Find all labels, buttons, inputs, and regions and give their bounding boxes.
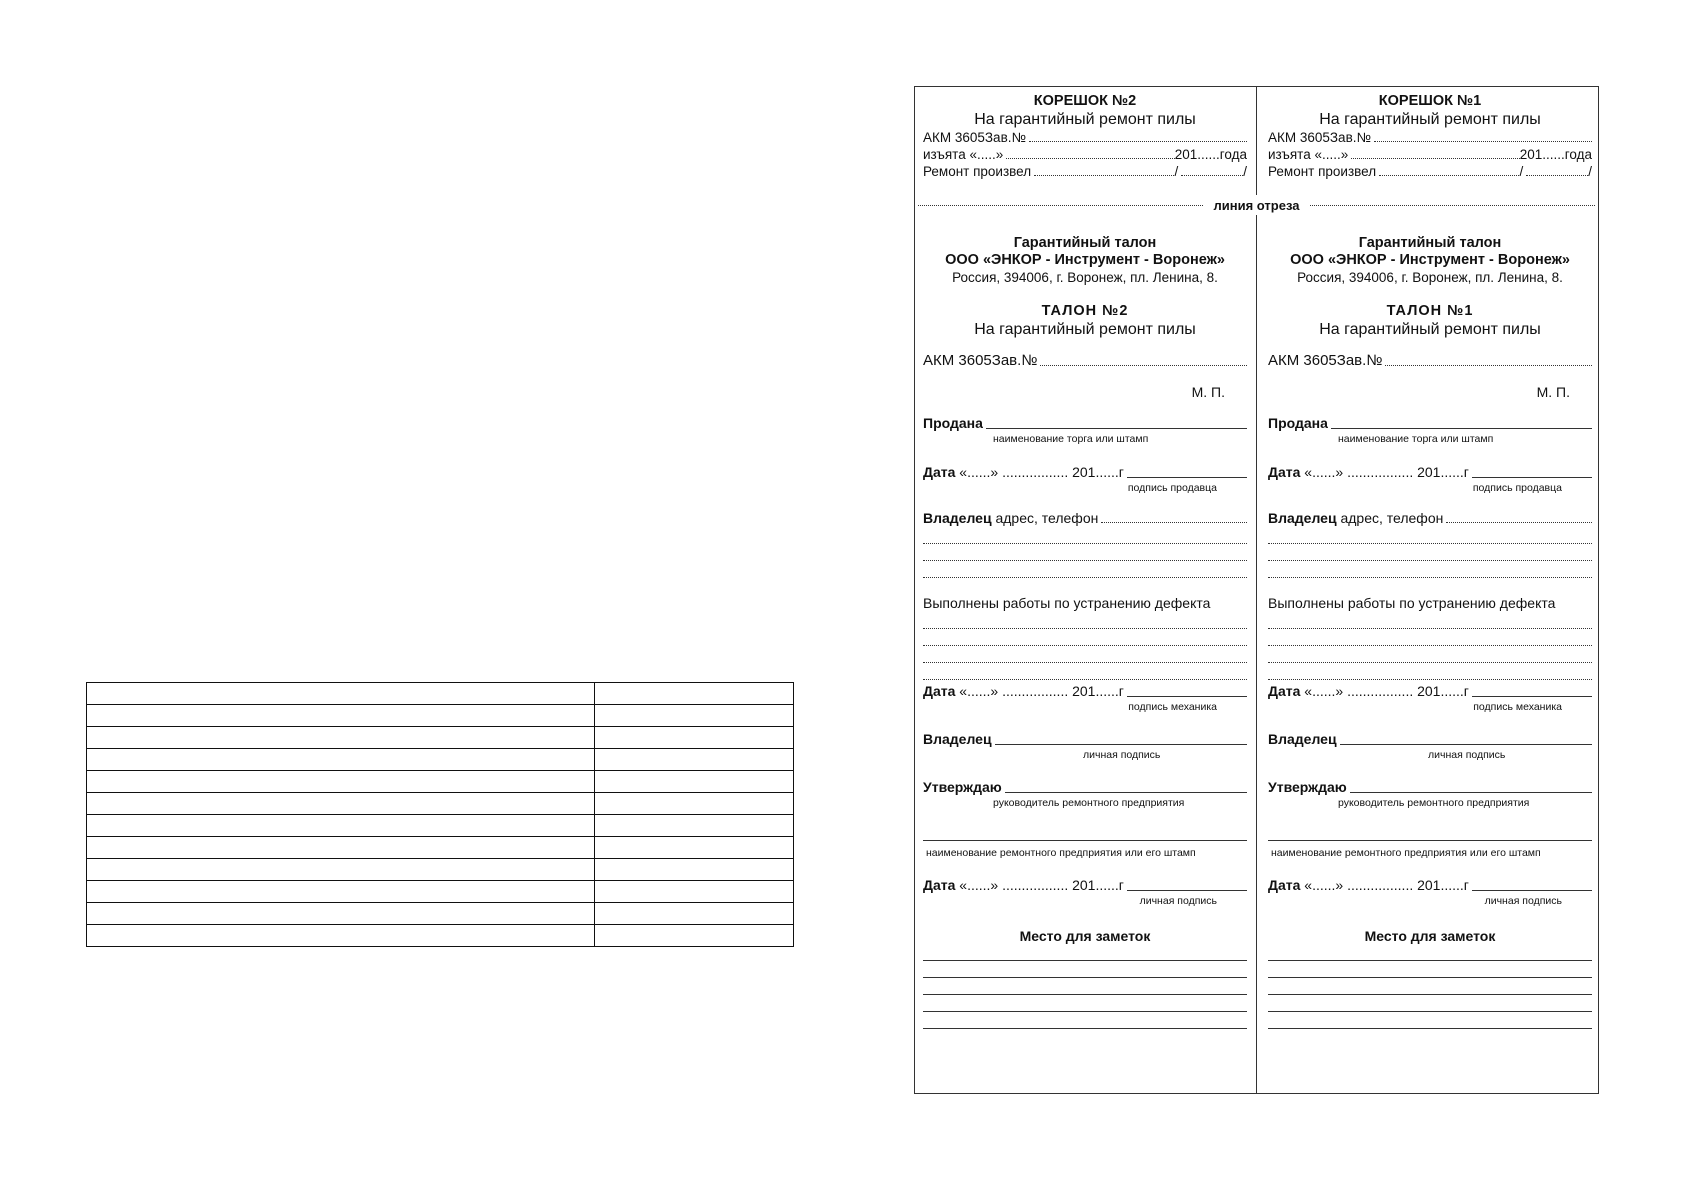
owner2-label: Владелец: [1268, 731, 1337, 747]
owner-label: Владелец: [923, 510, 992, 526]
personal-caption-2: личная подпись: [1484, 895, 1562, 907]
talon-title: ТАЛОН №2: [1041, 303, 1129, 319]
works-line[interactable]: [923, 629, 1247, 646]
notes-line[interactable]: [923, 978, 1247, 995]
notes-line[interactable]: [1268, 944, 1592, 961]
stamp-place: М. П.: [1536, 384, 1570, 400]
company-address: Россия, 394006, г. Воронеж, пл. Ленина, 8.: [952, 270, 1218, 285]
works-line[interactable]: [923, 663, 1247, 680]
table-cell: [87, 683, 595, 705]
date-label: Дата: [923, 683, 956, 699]
table-cell: [595, 903, 794, 925]
owner-label: Владелец: [1268, 510, 1337, 526]
talon-serial-row: [1268, 352, 1592, 370]
table-cell: [595, 683, 794, 705]
mechanic-sign-field[interactable]: [1127, 696, 1247, 697]
withdrawn-label: изъята «.....»: [923, 147, 1004, 162]
date-text: «......» ................. 201......г: [959, 683, 1124, 699]
column-divider-bottom: [1256, 215, 1257, 1093]
date-text: «......» ................. 201......г: [1304, 683, 1469, 699]
table-cell: [87, 859, 595, 881]
date-label: Дата: [923, 464, 956, 480]
enterprise-field[interactable]: [1268, 824, 1592, 841]
table-row: [87, 859, 794, 881]
works-line[interactable]: [923, 612, 1247, 629]
owner-field[interactable]: [1101, 522, 1247, 523]
date-text: «......» ................. 201......г: [1304, 464, 1469, 480]
cut-line-dots-left: [918, 205, 1203, 206]
talon-subtitle: На гарантийный ремонт пилы: [974, 321, 1196, 338]
company-name: ООО «ЭНКОР - Инструмент - Воронеж»: [945, 252, 1225, 268]
sold-caption: наименование торга или штамп: [1338, 433, 1494, 445]
date-text: «......» ................. 201......г: [959, 877, 1124, 893]
sold-row: [1268, 414, 1592, 432]
table-cell: [87, 837, 595, 859]
seller-caption: подпись продавца: [1127, 482, 1217, 494]
serial-field[interactable]: [1040, 365, 1247, 366]
approve-label: Утверждаю: [923, 779, 1002, 795]
notes-line[interactable]: [923, 995, 1247, 1012]
withdrawn-label: изъята «.....»: [1268, 147, 1349, 162]
stub-subtitle: На гарантийный ремонт пилы: [974, 111, 1196, 128]
stub-repair-row: [1268, 163, 1592, 180]
stamp-place: М. П.: [1191, 384, 1225, 400]
owner-field[interactable]: [1446, 522, 1592, 523]
table-row: [87, 815, 794, 837]
table-cell: [87, 815, 595, 837]
notes-line[interactable]: [1268, 1012, 1592, 1029]
table-cell: [595, 793, 794, 815]
owner-line[interactable]: [1268, 527, 1592, 544]
notes-line[interactable]: [923, 1012, 1247, 1029]
table-cell: [595, 837, 794, 859]
date-text: «......» ................. 201......г: [959, 464, 1124, 480]
date-label: Дата: [923, 877, 956, 893]
stub-serial-row: [923, 129, 1247, 146]
head-caption: руководитель ремонтного предприятия: [993, 797, 1185, 809]
table-row: [87, 705, 794, 727]
serial-label: Зав.№: [1336, 352, 1383, 369]
table-cell: [87, 705, 595, 727]
table-cell: [595, 859, 794, 881]
stub-serial-row: [1268, 129, 1592, 146]
sale-date-row: [923, 463, 1247, 481]
enterprise-caption: наименование ремонтного предприятия или его штамп: [926, 847, 1196, 859]
enterprise-field[interactable]: [923, 824, 1247, 841]
head-caption: руководитель ремонтного предприятия: [1338, 797, 1530, 809]
model-label: АКМ 3605: [1268, 130, 1330, 145]
table-cell: [87, 771, 595, 793]
talon-serial-row: [923, 352, 1247, 370]
withdrawn-field[interactable]: [1351, 158, 1519, 159]
stub-1: [1268, 93, 1592, 180]
talon-1: [1268, 235, 1592, 1029]
personal-caption: личная подпись: [1083, 749, 1161, 761]
seller-caption: подпись продавца: [1472, 482, 1562, 494]
withdrawn-year: 201......: [1174, 147, 1220, 162]
repair-sep: /: [1174, 164, 1179, 179]
table-cell: [595, 749, 794, 771]
date-label: Дата: [1268, 464, 1301, 480]
empty-table: [86, 682, 794, 947]
talon-heading: Гарантийный талон: [1358, 235, 1502, 251]
works-label: Выполнены работы по устранению дефекта: [1268, 595, 1556, 611]
owner-sign-field[interactable]: [995, 744, 1247, 745]
approve-row: [1268, 778, 1592, 796]
serial-field[interactable]: [1029, 141, 1247, 142]
works-line[interactable]: [1268, 663, 1592, 680]
serial-label: Зав.№: [1329, 130, 1371, 145]
table-cell: [595, 925, 794, 947]
repair-end: /: [1588, 164, 1592, 179]
stub-title: КОРЕШОК №2: [1033, 93, 1137, 109]
model-label: АКМ 3605: [923, 352, 992, 369]
date-label: Дата: [1268, 877, 1301, 893]
talon-title: ТАЛОН №1: [1386, 303, 1474, 319]
works-line[interactable]: [1268, 629, 1592, 646]
cut-line: [915, 195, 1598, 215]
works-label: Выполнены работы по устранению дефекта: [923, 595, 1211, 611]
mechanic-sign-field[interactable]: [1472, 696, 1592, 697]
withdrawn-field[interactable]: [1006, 158, 1174, 159]
table-cell: [595, 815, 794, 837]
notes-line[interactable]: [1268, 995, 1592, 1012]
column-divider-top: [1256, 87, 1257, 195]
cut-line-label: линия отреза: [1213, 197, 1300, 213]
sold-label: Продана: [1268, 415, 1328, 431]
works-row: [923, 594, 1247, 612]
talon-subtitle: На гарантийный ремонт пилы: [1319, 321, 1541, 338]
stub-repair-row: [923, 163, 1247, 180]
notes-label: Место для заметок: [1019, 928, 1151, 944]
seller-sign-field[interactable]: [1127, 477, 1247, 478]
enterprise-caption: наименование ремонтного предприятия или его штамп: [1271, 847, 1541, 859]
notes-line[interactable]: [1268, 961, 1592, 978]
withdrawn-suffix: года: [1219, 147, 1247, 162]
notes-line[interactable]: [923, 961, 1247, 978]
withdrawn-year: 201......: [1519, 147, 1565, 162]
personal-caption-2: личная подпись: [1139, 895, 1217, 907]
works-line[interactable]: [1268, 612, 1592, 629]
stub-withdrawn-row: [923, 146, 1247, 163]
owner-line[interactable]: [923, 527, 1247, 544]
serial-field[interactable]: [1374, 141, 1592, 142]
approve-sign-field[interactable]: [1472, 890, 1592, 891]
table-cell: [595, 881, 794, 903]
owner-row: [923, 509, 1247, 527]
repair-field[interactable]: [1034, 175, 1174, 176]
repair-end: /: [1243, 164, 1247, 179]
notes-line[interactable]: [1268, 978, 1592, 995]
notes-line[interactable]: [923, 944, 1247, 961]
sale-date-row: [1268, 463, 1592, 481]
mechanic-caption: подпись механика: [1473, 701, 1562, 713]
repair-field[interactable]: [1379, 175, 1519, 176]
table-row: [87, 683, 794, 705]
mechanic-caption: подпись механика: [1128, 701, 1217, 713]
works-line[interactable]: [1268, 646, 1592, 663]
talon-heading: Гарантийный талон: [1013, 235, 1157, 251]
date-label: Дата: [1268, 683, 1301, 699]
approve-label: Утверждаю: [1268, 779, 1347, 795]
owner-row: [1268, 509, 1592, 527]
serial-label: Зав.№: [991, 352, 1038, 369]
table-cell: [87, 793, 595, 815]
repair-sign-field[interactable]: [1526, 175, 1588, 176]
table-cell: [595, 705, 794, 727]
repair-label: Ремонт произвел: [1268, 164, 1377, 179]
table-row: [87, 881, 794, 903]
sold-field[interactable]: [1331, 428, 1592, 429]
stub-withdrawn-row: [1268, 146, 1592, 163]
repair-sep: /: [1519, 164, 1524, 179]
repair-date-row: [923, 682, 1247, 700]
table-cell: [87, 903, 595, 925]
sold-field[interactable]: [986, 428, 1247, 429]
owner-sign-row: [923, 730, 1247, 748]
owner-line[interactable]: [1268, 544, 1592, 561]
serial-field[interactable]: [1385, 365, 1592, 366]
table-cell: [87, 881, 595, 903]
owner-line[interactable]: [1268, 561, 1592, 578]
talon-2: [923, 235, 1247, 1029]
table-row: [87, 837, 794, 859]
table-row: [87, 925, 794, 947]
works-line[interactable]: [923, 646, 1247, 663]
table-row: [87, 771, 794, 793]
works-row: [1268, 594, 1592, 612]
owner-addr-label: адрес, телефон: [995, 510, 1099, 526]
model-label: АКМ 3605: [923, 130, 985, 145]
owner-sign-field[interactable]: [1340, 744, 1592, 745]
approve-sign-field[interactable]: [1127, 890, 1247, 891]
table-row: [87, 749, 794, 771]
repair-sign-field[interactable]: [1181, 175, 1243, 176]
owner-line[interactable]: [923, 561, 1247, 578]
sold-label: Продана: [923, 415, 983, 431]
sold-caption: наименование торга или штамп: [993, 433, 1149, 445]
table-row: [87, 903, 794, 925]
repair-date-row: [1268, 682, 1592, 700]
company-address: Россия, 394006, г. Воронеж, пл. Ленина, 8.: [1297, 270, 1563, 285]
approve-date-row: [1268, 876, 1592, 894]
model-label: АКМ 3605: [1268, 352, 1337, 369]
serial-label: Зав.№: [984, 130, 1026, 145]
table-cell: [595, 771, 794, 793]
company-name: ООО «ЭНКОР - Инструмент - Воронеж»: [1290, 252, 1570, 268]
table-cell: [87, 727, 595, 749]
notes-label: Место для заметок: [1364, 928, 1496, 944]
table-row: [87, 727, 794, 749]
owner2-label: Владелец: [923, 731, 992, 747]
stub-2: [923, 93, 1247, 180]
personal-caption: личная подпись: [1428, 749, 1506, 761]
withdrawn-suffix: года: [1564, 147, 1592, 162]
approve-field[interactable]: [1005, 792, 1247, 793]
warranty-form: [914, 86, 1599, 1094]
approve-row: [923, 778, 1247, 796]
date-text: «......» ................. 201......г: [1304, 877, 1469, 893]
approve-date-row: [923, 876, 1247, 894]
cut-line-dots-right: [1310, 205, 1595, 206]
seller-sign-field[interactable]: [1472, 477, 1592, 478]
owner-line[interactable]: [923, 544, 1247, 561]
stub-title: КОРЕШОК №1: [1378, 93, 1482, 109]
stub-subtitle: На гарантийный ремонт пилы: [1319, 111, 1541, 128]
owner-addr-label: адрес, телефон: [1340, 510, 1444, 526]
table-cell: [87, 749, 595, 771]
sold-row: [923, 414, 1247, 432]
approve-field[interactable]: [1350, 792, 1592, 793]
owner-sign-row: [1268, 730, 1592, 748]
repair-label: Ремонт произвел: [923, 164, 1032, 179]
table-cell: [595, 727, 794, 749]
table-cell: [87, 925, 595, 947]
table-row: [87, 793, 794, 815]
